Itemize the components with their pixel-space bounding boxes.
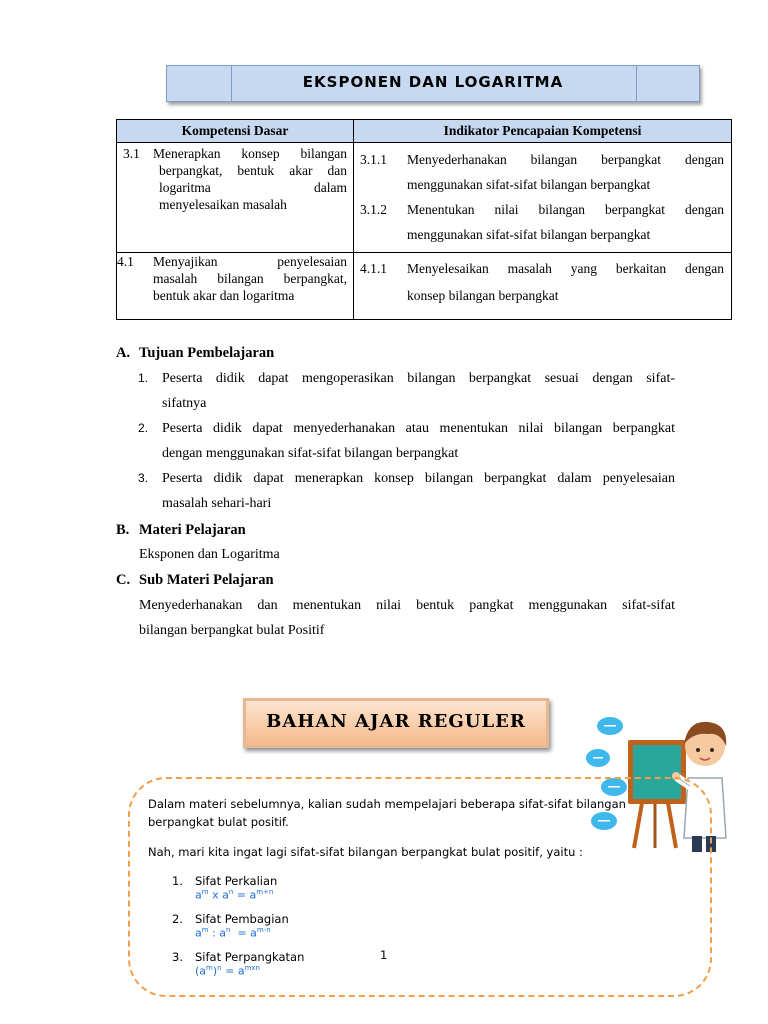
list-item: 2. Sifat Pembagian $a^m$ : $a^n = a^{m-n}$ [172, 912, 392, 950]
kd-line: Menerapkan konsep bilangan [153, 146, 347, 161]
title-banner [166, 65, 700, 102]
indicator-line: Menentukan nilai bilangan berpangkat dengan [407, 202, 724, 217]
indicator-cell [354, 253, 732, 320]
list-item: 1. Sifat Perkalian $a^m$ x $a^n = a^{m+n}$ [172, 874, 392, 912]
bahan-ajar-title: BAHAN AJAR REGULER [266, 711, 526, 732]
list-item: 1. Peserta didik dapat mengoperasikan bilangan berpangkat sesuai dengan sifat- sifatnya [138, 371, 675, 411]
bahan-ajar-banner [243, 698, 549, 748]
property-name: Sifat Pembagian [195, 912, 289, 926]
property-name: Sifat Perpangkatan [195, 950, 305, 964]
table-row [117, 143, 732, 253]
kd-cell [117, 143, 354, 253]
formula-multiplication: $a^m$ x $a^n = a^{m+n}$ [195, 888, 274, 902]
kd-line: berpangkat, bentuk akar dan [159, 163, 347, 178]
section-b-title: Materi Pelajaran [139, 522, 246, 538]
indicator-line: menggunakan sifat-sifat bilangan berpangkat [407, 227, 651, 242]
kd-line: masalah bilangan berpangkat, [153, 271, 347, 286]
section-b-heading: B. Materi Pelajaran [116, 522, 246, 538]
page-number: 1 [380, 948, 388, 962]
section-c-heading: C. Sub Materi Pelajaran [116, 572, 274, 588]
indicator-number: 3.1.2 [360, 202, 387, 217]
indicator-number: 4.1.1 [360, 261, 387, 276]
kd-number: 4.1 [117, 254, 134, 269]
kd-cell [117, 253, 354, 320]
properties-list [172, 874, 392, 988]
indicator-line: Menyederhanakan bilangan berpangkat dengan [407, 152, 724, 167]
table-header-indicator: Indikator Pencapaian Kompetensi [354, 120, 732, 143]
section-c-title: Sub Materi Pelajaran [139, 572, 274, 588]
section-c-text: Menyederhanakan dan menentukan nilai bentuk pangkat menggunakan sifat-sifat bilangan berpangkat bulat Positif [139, 598, 675, 638]
objectives-list [138, 366, 675, 516]
kd-line: logaritma dalam [159, 180, 347, 195]
list-item: 3. Peserta didik dapat menerapkan konsep bilangan berpangkat dalam penyelesaian masalah sehari-hari [138, 471, 675, 511]
list-item: 2. Peserta didik dapat menyederhanakan atau menentukan nilai bilangan berpangkat dengan menggunakan sifat-sifat bilangan berpangkat [138, 421, 675, 461]
table-header-row [117, 120, 732, 143]
prompt-text: Nah, mari kita ingat lagi sifat-sifat bilangan berpangkat bulat positif, yaitu : [148, 845, 583, 859]
formula-power: $(a^m)^n = a^{mxn}$ [195, 964, 260, 978]
property-name: Sifat Perkalian [195, 874, 278, 888]
kd-line: menyelesaikan masalah [159, 197, 287, 212]
indicator-cell [354, 143, 732, 253]
section-a-heading: A. Tujuan Pembelajaran [116, 345, 275, 361]
page-title: EKSPONEN DAN LOGARITMA [302, 73, 564, 91]
competency-table [116, 119, 732, 320]
indicator-number: 3.1.1 [360, 152, 387, 167]
table-row [117, 253, 732, 320]
kd-number: 3.1 [123, 146, 140, 161]
intro-text: Dalam materi sebelumnya, kalian sudah mempelajari beberapa sifat-sifat bilangan berpangkat bulat positif. [148, 797, 626, 829]
indicator-line: konsep bilangan berpangkat [407, 288, 559, 303]
kd-line: bentuk akar dan logaritma [153, 288, 295, 303]
section-a-title: Tujuan Pembelajaran [139, 345, 275, 361]
formula-division: $a^m$ : $a^n = a^{m-n}$ [195, 926, 271, 940]
indicator-line: Menyelesaikan masalah yang berkaitan dengan [407, 261, 724, 276]
indicator-line: menggunakan sifat-sifat bilangan berpangkat [407, 177, 651, 192]
list-item: 3. Sifat Perpangkatan $(a^m)^n = a^{mxn}$ [172, 950, 392, 988]
table-header-kd: Kompetensi Dasar [117, 120, 354, 143]
kd-line: Menyajikan penyelesaian [153, 254, 347, 269]
section-b-text: Eksponen dan Logaritma [139, 547, 280, 562]
